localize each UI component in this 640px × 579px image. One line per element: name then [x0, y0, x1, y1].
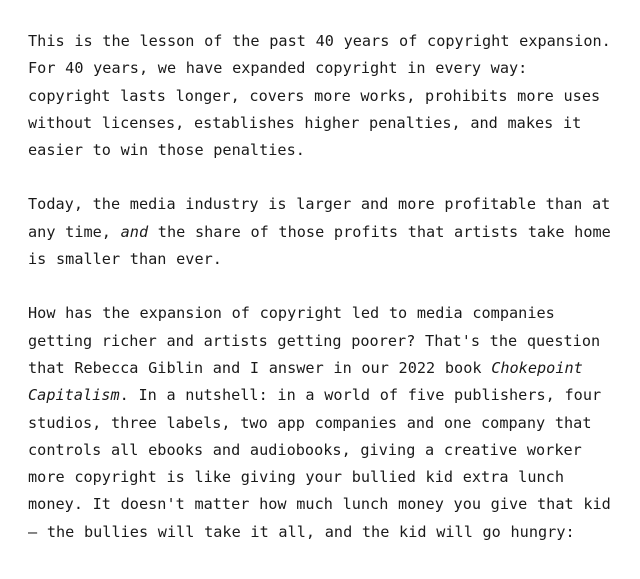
emphasized-text: and	[120, 222, 149, 241]
paragraph	[28, 191, 621, 273]
paragraph-text: Today, the media industry is larger and more profitable than at any time,	[28, 195, 620, 241]
paragraph-text: This is the lesson of the past 40 years of copyright expansion. For 40 years, we have expanded copyright in every way: copyright lasts longer, covers more works, prohibits more uses without licenses, establishes higher penalties, and makes it easier to win those penalties.	[28, 32, 621, 160]
emphasized-text: Chokepoint Capitalism	[28, 358, 593, 405]
paragraph-text: How has the expansion of copyright led to media companies getting richer and artists getting poorer? That's the question that Rebecca Giblin and I answer in our 2022 book	[28, 304, 610, 377]
article-body	[28, 28, 621, 546]
paragraph	[28, 300, 621, 546]
paragraph-text: . In a nutshell: in a world of five publishers, four studios, three labels, two app companies and one company that controls all ebooks and audiobooks, giving a creative worker more copyright is like giving your bullied kid extra lunch money. It doesn't matter how much lunch money you give that kid — the bullies will take it all, and the kid will go hungry:	[28, 386, 621, 541]
paragraph-text: the share of those profits that artists take home is smaller than ever.	[28, 222, 621, 269]
paragraph	[28, 28, 621, 164]
